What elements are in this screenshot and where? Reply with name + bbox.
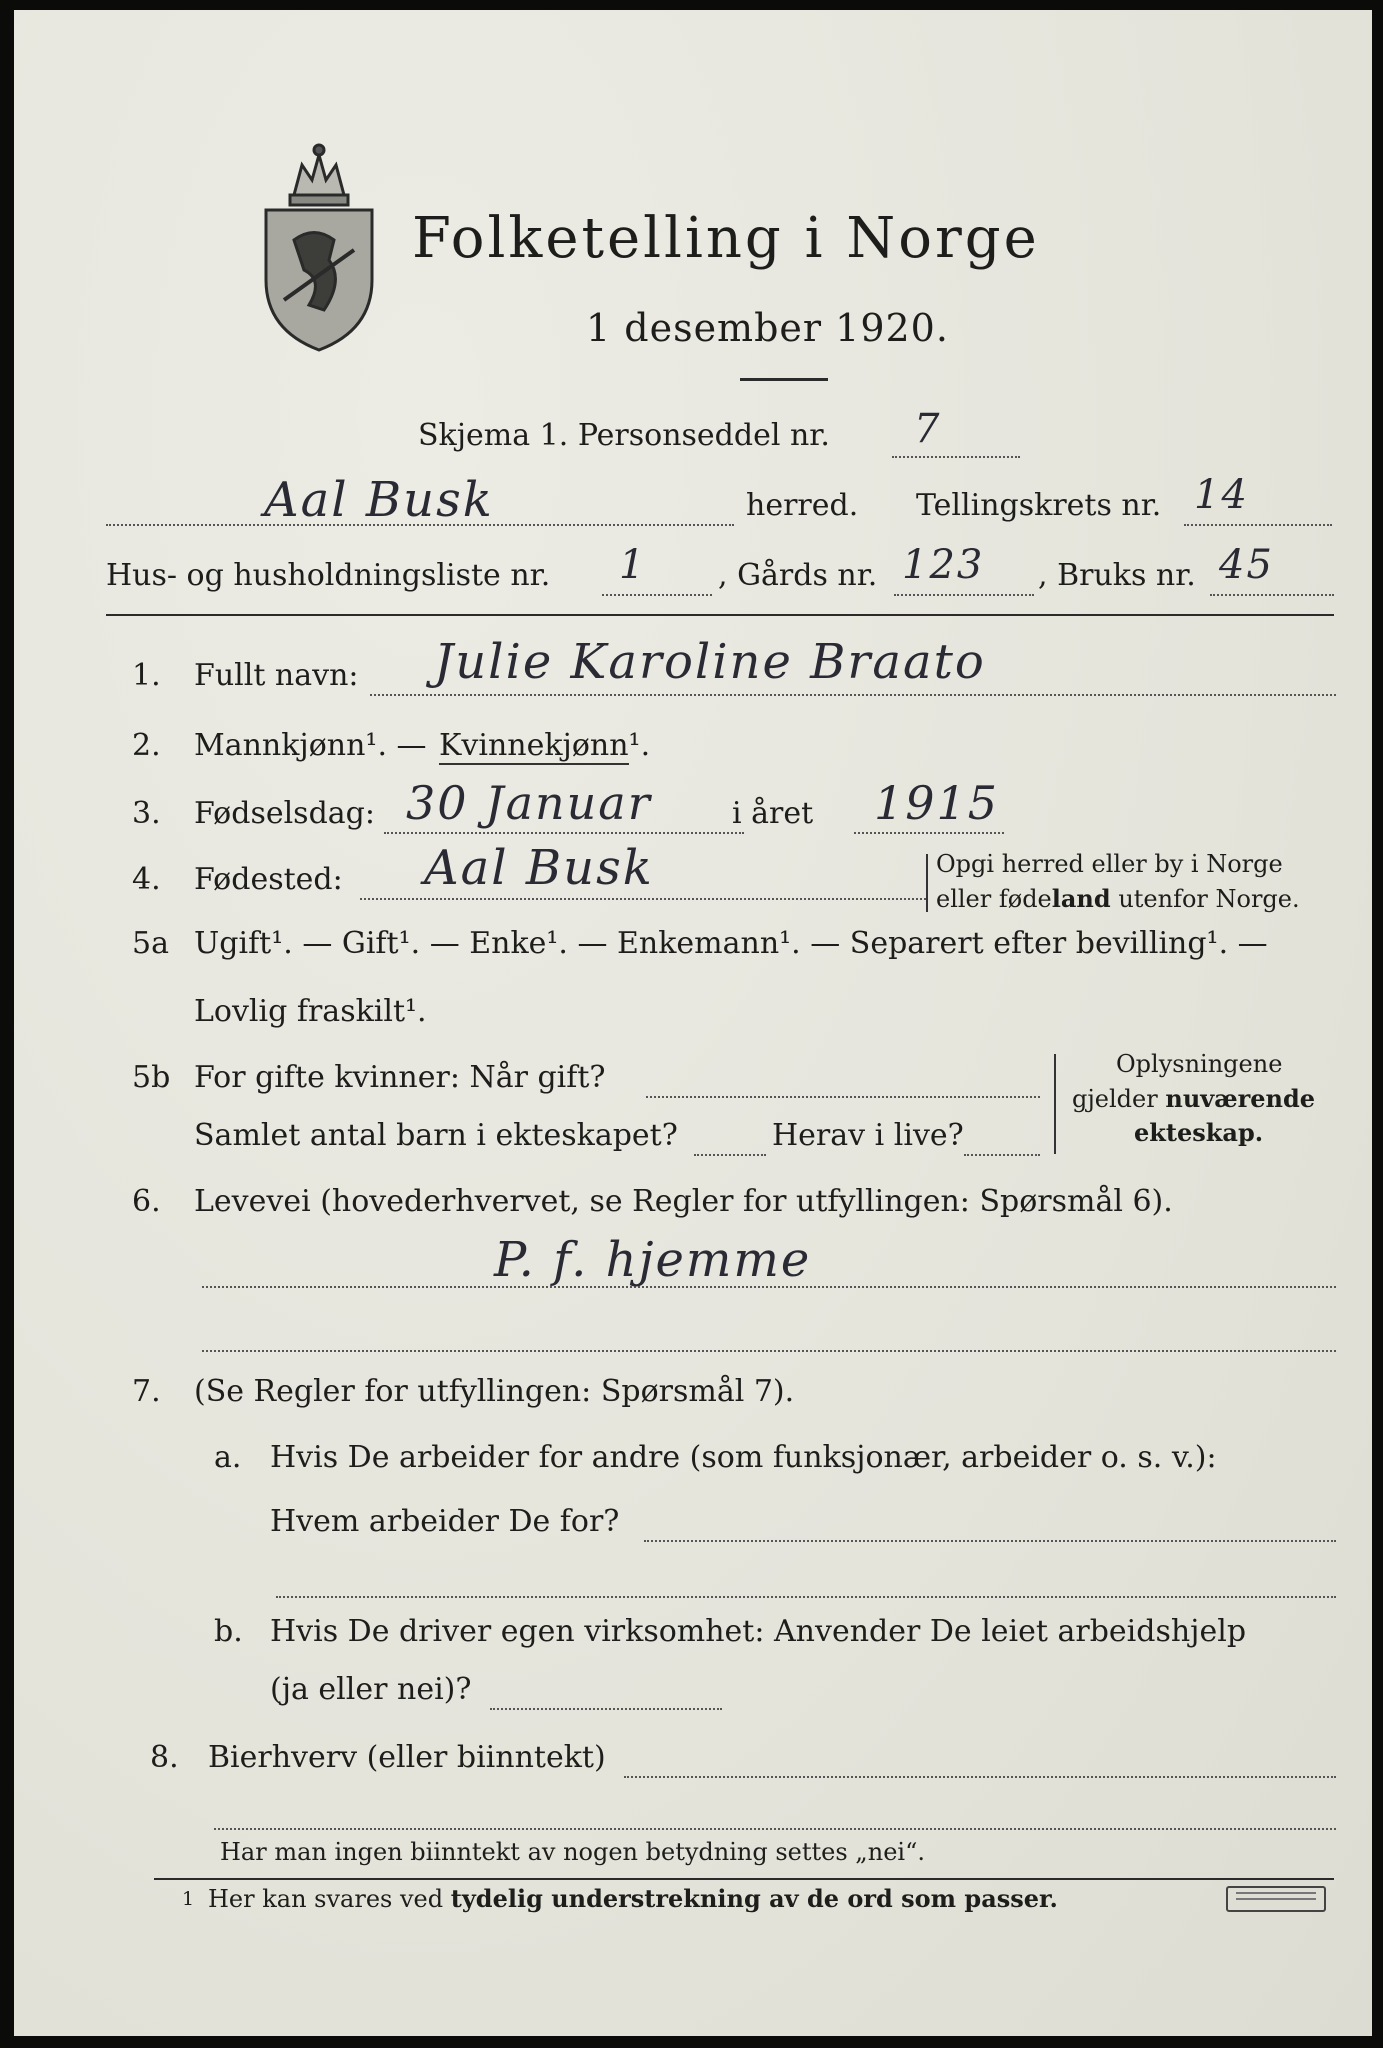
- herred-value: Aal Busk: [264, 472, 494, 528]
- q5b-alive-dotline: [964, 1154, 1040, 1156]
- q5b-note-line1: Oplysningene: [1116, 1050, 1283, 1078]
- q2-number: 2.: [132, 728, 161, 763]
- bruks-label: , Bruks nr.: [1038, 558, 1196, 593]
- footnote-number: 1: [182, 1888, 195, 1910]
- household-label: Hus- og husholdningsliste nr.: [106, 558, 551, 593]
- q7b-dotline: [490, 1708, 722, 1710]
- q7-number: 7.: [132, 1374, 161, 1409]
- q5a-line1: Ugift¹. — Gift¹. — Enke¹. — Enkemann¹. — Separert efter bevilling¹. —: [194, 926, 1268, 961]
- herred-label: herred.: [746, 488, 859, 523]
- q2-female-sup: ¹.: [628, 728, 651, 763]
- q7a-line1: Hvis De arbeider for andre (som funksjonær, arbeider o. s. v.):: [270, 1440, 1217, 1475]
- printer-stamp: [1226, 1886, 1326, 1912]
- q1-dotline: [370, 694, 1336, 696]
- census-form-sheet: [14, 10, 1372, 2036]
- q5b-married-dotline: [646, 1096, 1040, 1098]
- household-number: 1: [619, 542, 647, 588]
- form-title: Folketelling i Norge: [412, 206, 1040, 271]
- q1-label: Fullt navn:: [194, 658, 359, 693]
- q4-note-post: utenfor Norge.: [1118, 885, 1300, 913]
- q7a-letter: a.: [214, 1440, 242, 1475]
- personseddel-number: 7: [914, 406, 942, 452]
- q2-male: Mannkjønn¹. —: [194, 728, 427, 763]
- gards-number: 123: [902, 542, 985, 588]
- q4-brace: [926, 854, 928, 912]
- q6-label: Levevei (hovederhvervet, se Regler for utfyllingen: Spørsmål 6).: [194, 1184, 1173, 1219]
- q2-female-label: Kvinnekjønn: [439, 728, 629, 763]
- q8-label: Bierhverv (eller biinntekt): [208, 1740, 606, 1775]
- bruks-number: 45: [1219, 542, 1274, 588]
- q4-dotline: [360, 898, 926, 900]
- gards-label: , Gårds nr.: [718, 558, 878, 593]
- q8-note: Har man ingen biinntekt av nogen betydning settes „nei“.: [220, 1838, 925, 1866]
- full-name-value: Julie Karoline Braato: [434, 634, 986, 690]
- q1-number: 1.: [132, 658, 161, 693]
- q3-year-label: i året: [732, 796, 814, 831]
- q5b-line2a: Samlet antal barn i ekteskapet?: [194, 1118, 678, 1153]
- q3-year-dotline: [854, 832, 1004, 834]
- q4-note-line1: Opgi herred eller by i Norge: [936, 850, 1283, 878]
- norwegian-coat-of-arms-icon: [254, 140, 384, 355]
- q7b-line2: (ja eller nei)?: [270, 1672, 472, 1707]
- occupation-value: P. f. hjemme: [494, 1232, 812, 1288]
- birthday-value: 30 Januar: [406, 776, 652, 830]
- title-divider: [740, 378, 828, 381]
- q5a-line2: Lovlig fraskilt¹.: [194, 994, 427, 1029]
- tellingskrets-dotline: [1184, 524, 1332, 526]
- q5b-brace: [1054, 1054, 1056, 1154]
- q7b-line1: Hvis De driver egen virksomhet: Anvender De leiet arbeidshjelp: [270, 1614, 1247, 1649]
- q8-number: 8.: [150, 1740, 179, 1775]
- q2-female-option: [439, 728, 650, 763]
- q4-note-pre: eller føde: [936, 885, 1052, 913]
- gards-dotline: [894, 594, 1034, 596]
- q4-number: 4.: [132, 862, 161, 897]
- q7-label: (Se Regler for utfyllingen: Spørsmål 7).: [194, 1374, 795, 1409]
- footnote-bold: tydelig understrekning av de ord som passer.: [450, 1884, 1058, 1913]
- q4-note-bold: land: [1051, 884, 1111, 913]
- q5b-children-dotline: [694, 1154, 766, 1156]
- q5b-note-pre: gjelder: [1072, 1085, 1158, 1113]
- q5b-number: 5b: [132, 1060, 171, 1095]
- q5b-note-bold: nuværende: [1165, 1084, 1316, 1113]
- q3-dotline: [384, 832, 744, 834]
- birthplace-value: Aal Busk: [424, 840, 654, 896]
- header-divider: [106, 614, 1334, 616]
- q6-dotline-2: [202, 1350, 1336, 1352]
- q4-note-line2: [936, 884, 1300, 913]
- q7a-line2: Hvem arbeider De for?: [270, 1504, 620, 1539]
- q6-number: 6.: [132, 1184, 161, 1219]
- q5b-note-line3: ekteskap.: [1134, 1118, 1264, 1147]
- q7a-dotline-2: [276, 1596, 1336, 1598]
- q5a-number: 5a: [132, 926, 169, 961]
- schema-label: Skjema 1. Personseddel nr.: [418, 418, 830, 453]
- q7a-dotline-1: [644, 1540, 1336, 1542]
- footnote-text: [208, 1884, 1058, 1913]
- tellingskrets-number: 14: [1194, 472, 1249, 518]
- q3-label: Fødselsdag:: [194, 796, 375, 831]
- q8-dotline-1: [624, 1776, 1336, 1778]
- q4-label: Fødested:: [194, 862, 343, 897]
- census-date: 1 desember 1920.: [586, 306, 949, 350]
- q5b-line2b: Herav i live?: [772, 1118, 964, 1153]
- q3-number: 3.: [132, 796, 161, 831]
- bruks-dotline: [1210, 594, 1334, 596]
- q7b-letter: b.: [214, 1614, 243, 1649]
- birth-year-value: 1915: [874, 776, 1000, 830]
- schema-dotline: [892, 456, 1020, 458]
- footnote-pre: Her kan svares ved: [208, 1885, 444, 1913]
- household-dotline: [602, 594, 712, 596]
- tellingskrets-label: Tellingskrets nr.: [916, 488, 1162, 523]
- q8-dotline-2: [214, 1828, 1336, 1830]
- q5b-note-line2: [1072, 1084, 1315, 1113]
- footnote-divider: [154, 1878, 1334, 1880]
- q5b-line1: For gifte kvinner: Når gift?: [194, 1060, 606, 1095]
